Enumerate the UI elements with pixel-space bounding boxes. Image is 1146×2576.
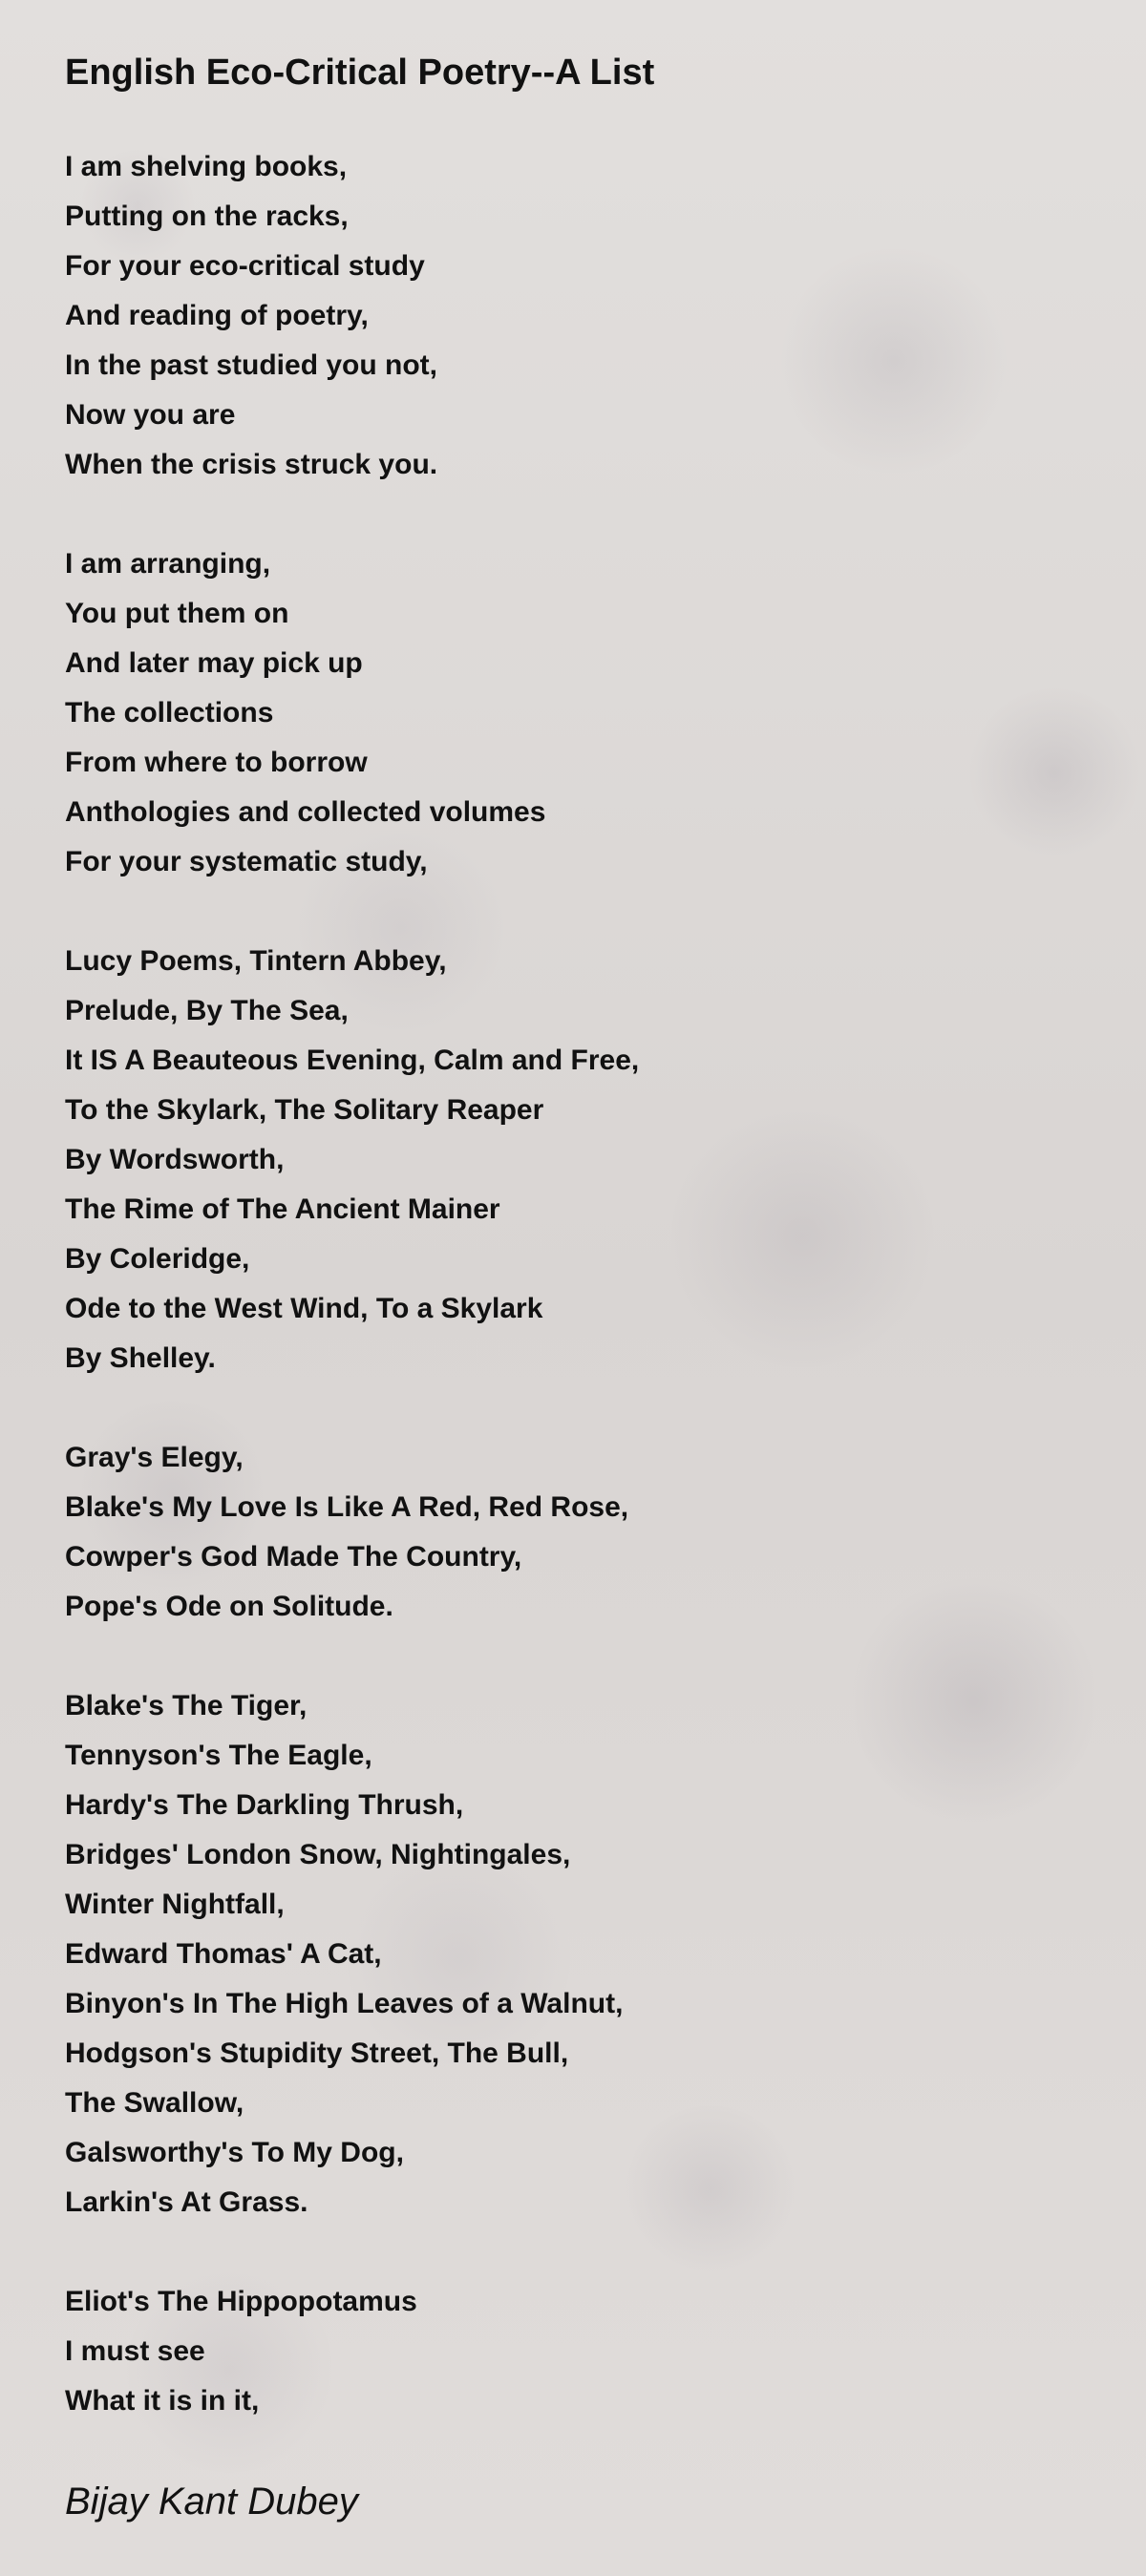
poem-line: To the Skylark, The Solitary Reaper	[65, 1094, 544, 1126]
poem-line: Blake's The Tiger,	[65, 1690, 308, 1721]
poem-line: The Rime of The Ancient Mainer	[65, 1193, 500, 1225]
poem-line: Prelude, By The Sea,	[65, 995, 349, 1026]
poem-line: And reading of poetry,	[65, 300, 369, 331]
poem-stanza	[65, 2277, 1077, 2426]
poem-body	[65, 142, 1077, 2476]
poem-stanza	[65, 142, 1077, 490]
poem-line: I am shelving books,	[65, 151, 348, 182]
poem-line: I am arranging,	[65, 548, 271, 580]
poem-line: What it is in it,	[65, 2385, 260, 2417]
poem-line: Gray's Elegy,	[65, 1442, 244, 1473]
poem-line: Larkin's At Grass.	[65, 2186, 308, 2218]
poem-line: Tennyson's The Eagle,	[65, 1740, 372, 1771]
poem-stanza	[65, 539, 1077, 887]
poem-stanza	[65, 1681, 1077, 2228]
poem-line: When the crisis struck you.	[65, 449, 438, 480]
poem-stanza	[65, 937, 1077, 1383]
poem-line: It IS A Beauteous Evening, Calm and Free,	[65, 1045, 640, 1076]
poem-line: You put them on	[65, 598, 289, 629]
poem-stanza	[65, 1433, 1077, 1632]
poem-line: And later may pick up	[65, 647, 363, 679]
poem-line: Hodgson's Stupidity Street, The Bull,	[65, 2038, 569, 2069]
poem-line: Now you are	[65, 399, 236, 431]
poem-line: By Shelley.	[65, 1342, 216, 1374]
poem-line: Hardy's The Darkling Thrush,	[65, 1789, 464, 1821]
poem-line: Binyon's In The High Leaves of a Walnut,	[65, 1988, 624, 2019]
poem-line: Winter Nightfall,	[65, 1889, 285, 1920]
poem-line: Lucy Poems, Tintern Abbey,	[65, 945, 447, 977]
poem-line: In the past studied you not,	[65, 349, 437, 381]
poem-author: Bijay Kant Dubey	[65, 2481, 358, 2523]
poem-line: By Wordsworth,	[65, 1144, 285, 1175]
poem-line: The collections	[65, 697, 274, 728]
poem-line: Pope's Ode on Solitude.	[65, 1591, 393, 1622]
poem-line: Bridges' London Snow, Nightingales,	[65, 1839, 571, 1870]
poem-line: Anthologies and collected volumes	[65, 796, 546, 828]
poem-title: English Eco-Critical Poetry--A List	[65, 53, 655, 93]
poem-line: Putting on the racks,	[65, 201, 349, 232]
poem-line: From where to borrow	[65, 747, 368, 778]
poem-line: I must see	[65, 2335, 205, 2367]
poem-line: Cowper's God Made The Country,	[65, 1541, 522, 1573]
poem-line: For your systematic study,	[65, 846, 428, 877]
poem-line: Eliot's The Hippopotamus	[65, 2286, 417, 2317]
poem-line: By Coleridge,	[65, 1243, 250, 1275]
poem-line: For your eco-critical study	[65, 250, 425, 282]
poem-line: Galsworthy's To My Dog,	[65, 2137, 404, 2168]
poem-line: Blake's My Love Is Like A Red, Red Rose,	[65, 1491, 629, 1523]
poem-line: Edward Thomas' A Cat,	[65, 1938, 382, 1970]
poem-line: The Swallow,	[65, 2087, 244, 2119]
poem-line: Ode to the West Wind, To a Skylark	[65, 1293, 543, 1324]
